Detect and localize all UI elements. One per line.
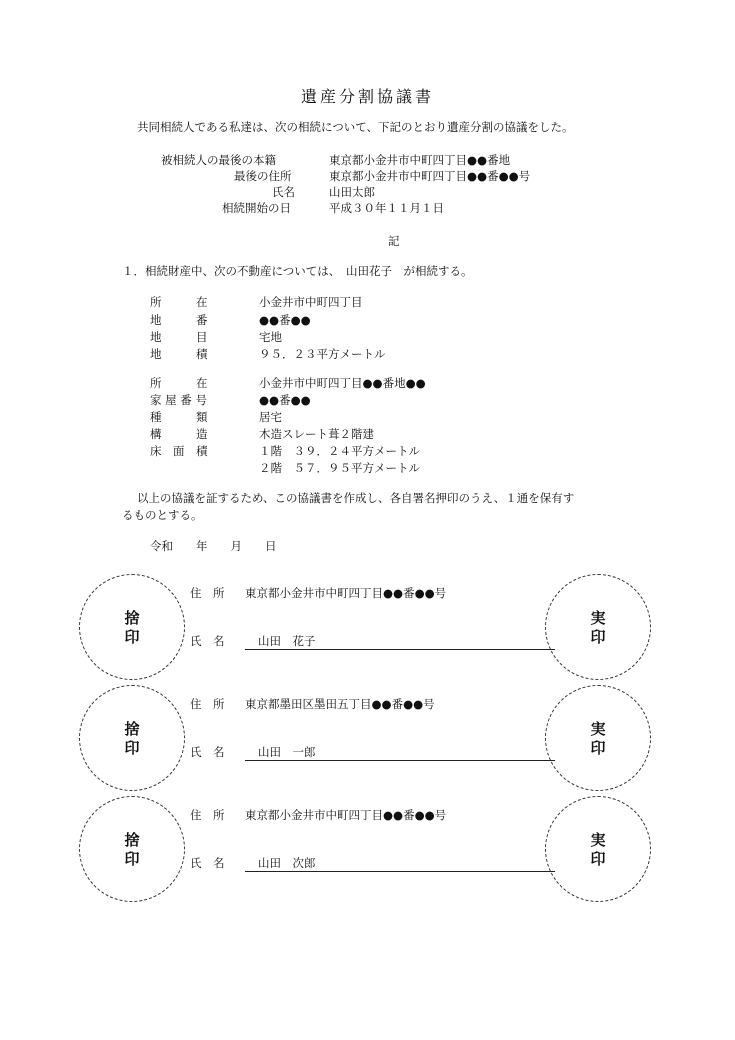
- registered-seal-label: 実印: [590, 720, 606, 757]
- land-label: 地 目: [150, 330, 208, 344]
- building-label: 家 屋 番 号: [150, 393, 207, 407]
- signer-name[interactable]: 山田 一郎: [258, 745, 316, 759]
- last-address-value: 東京都小金井市中町四丁目●●番●●号: [329, 169, 531, 183]
- signer-name[interactable]: 山田 花子: [258, 634, 316, 648]
- decedent-name-value: 山田太郎: [329, 185, 375, 199]
- inheritance-start-value: 平成３０年１１月１日: [329, 201, 444, 215]
- building-value: 居宅: [259, 410, 282, 424]
- signer-name-label: 氏 名: [190, 745, 225, 759]
- building-label: 構 造: [150, 427, 208, 441]
- closing-text-line2: るものとする。: [122, 508, 203, 522]
- building-value: 木造スレート葺２階建: [259, 427, 374, 441]
- ki-heading: 記: [388, 234, 400, 248]
- registered-seal-label: 実印: [590, 609, 606, 646]
- land-label: 地 積: [150, 347, 208, 361]
- closing-text-line1: 以上の協議を証するため、この協議書を作成し、各自署名押印のうえ、１通を保有す: [137, 491, 575, 505]
- last-address-label: 最後の住所: [234, 169, 292, 183]
- signer-address: 東京都小金井市中町四丁目●●番●●号: [245, 586, 447, 600]
- signer-address-label: 住 所: [190, 697, 225, 711]
- honseki-value: 東京都小金井市中町四丁目●●番地: [329, 153, 511, 167]
- registered-seal-label: 実印: [590, 831, 606, 868]
- land-value: 宅地: [259, 330, 282, 344]
- document-title: 遺産分割協議書: [301, 87, 435, 106]
- date-line: 令和 年 月 日: [150, 539, 277, 553]
- building-label: 所 在: [150, 376, 208, 390]
- decedent-name-label: 氏名: [272, 185, 295, 199]
- intro-text: 共同相続人である私達は、次の相続について、下記のとおり遺産分割の協議をした。: [137, 120, 574, 134]
- signature-line: [245, 760, 555, 761]
- signature-line: [245, 871, 555, 872]
- signer-name-label: 氏 名: [190, 856, 225, 870]
- signer-address: 東京都小金井市中町四丁目●●番●●号: [245, 808, 447, 822]
- signer-address-label: 住 所: [190, 808, 225, 822]
- land-label: 所 在: [150, 295, 208, 309]
- building-label: 床 面 積: [150, 444, 208, 458]
- discard-seal-label: 捨印: [124, 831, 140, 868]
- land-value: ●●番●●: [259, 313, 311, 327]
- building-value: 小金井市中町四丁目●●番地●●: [259, 376, 426, 390]
- signature-line: [245, 649, 555, 650]
- land-label: 地 番: [150, 313, 208, 327]
- signer-address: 東京都墨田区墨田五丁目●●番●●号: [245, 697, 435, 711]
- building-value: ２階 ５７．９５平方メートル: [259, 461, 420, 475]
- clause-1: １．相続財産中、次の不動産については、 山田花子 が相続する。: [122, 264, 473, 278]
- discard-seal-label: 捨印: [124, 609, 140, 646]
- signer-name-label: 氏 名: [190, 634, 225, 648]
- building-label: 種 類: [150, 410, 208, 424]
- signer-address-label: 住 所: [190, 586, 225, 600]
- honseki-label: 被相続人の最後の本籍: [161, 153, 276, 167]
- inheritance-start-label: 相続開始の日: [222, 201, 291, 215]
- signer-name[interactable]: 山田 次郎: [258, 856, 316, 870]
- building-value: １階 ３９．２４平方メートル: [259, 444, 420, 458]
- land-value: 小金井市中町四丁目: [259, 295, 363, 309]
- discard-seal-label: 捨印: [124, 720, 140, 757]
- land-value: ９５．２３平方メートル: [259, 347, 386, 361]
- building-value: ●●番●●: [259, 393, 311, 407]
